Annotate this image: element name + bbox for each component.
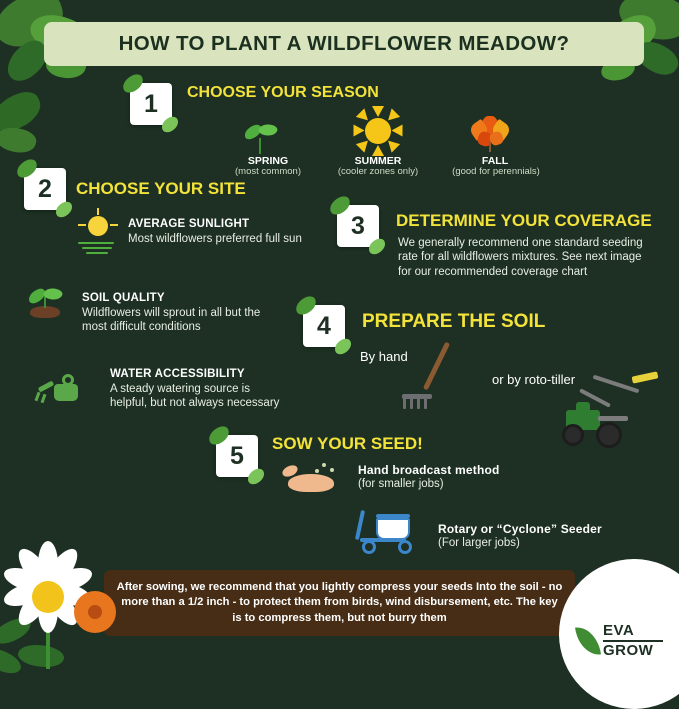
leaf-accent-icon bbox=[366, 237, 388, 257]
logo-text-line2: GROW bbox=[603, 642, 654, 659]
prepare-option-tiller-label: or by roto-tiller bbox=[492, 372, 576, 387]
season-sub-fall: (good for perennials) bbox=[452, 166, 540, 177]
logo-text-line1: EVA bbox=[603, 621, 635, 639]
site-body-soil: Wildflowers will sprout in all but the most difficult conditions bbox=[82, 307, 261, 334]
leaf-accent-icon bbox=[159, 115, 181, 135]
site-body-sunlight: Most wildflowers preferred full sun bbox=[128, 233, 302, 245]
footer-note-banner bbox=[104, 570, 575, 636]
season-sub-summer: (cooler zones only) bbox=[337, 166, 419, 177]
step-body-3: We generally recommend one standard seeding rate for all wildflowers mixtures. See next image for our recommended coverage chart bbox=[398, 237, 643, 278]
rake-icon bbox=[398, 340, 468, 412]
footer-note-text: After sowing, we recommend that you lightly compress your seeds Into the soil - no more than a 1/2 inch - to protect them from birds, wind disbursement, etc. The key is to compress them, but not burry them bbox=[116, 581, 563, 624]
step-badge-3 bbox=[337, 205, 379, 247]
seedling-icon bbox=[242, 120, 294, 154]
season-label-fall: FALL bbox=[481, 155, 509, 167]
daisy-decor-icon bbox=[0, 535, 148, 685]
spreader-icon bbox=[352, 508, 430, 560]
maple-leaf-icon bbox=[470, 112, 520, 154]
step-number-3: 3 bbox=[351, 211, 365, 240]
leaf-accent-icon bbox=[327, 194, 353, 218]
leaf-logo-icon bbox=[575, 625, 601, 658]
step-badge-5 bbox=[216, 435, 258, 477]
season-label-spring: SPRING bbox=[247, 155, 289, 167]
step-number-5: 5 bbox=[230, 441, 244, 470]
step-title-5: SOW YOUR SEED! bbox=[272, 434, 423, 453]
leaf-accent-icon bbox=[293, 294, 319, 318]
sow-sub-spreader: (For larger jobs) bbox=[438, 537, 520, 549]
step-badge-2 bbox=[24, 168, 66, 210]
leaf-accent-icon bbox=[14, 157, 40, 181]
prepare-option-hand-label: By hand bbox=[360, 349, 408, 364]
leaf-decor-icon bbox=[0, 123, 38, 157]
step-title-3: DETERMINE YOUR COVERAGE bbox=[396, 211, 652, 230]
page-title-bar bbox=[44, 22, 644, 66]
step-badge-4 bbox=[303, 305, 345, 347]
sprout-soil-icon bbox=[22, 282, 72, 322]
roto-tiller-icon bbox=[552, 372, 660, 452]
step-number-2: 2 bbox=[38, 174, 52, 203]
sow-sub-hand: (for smaller jobs) bbox=[358, 478, 444, 490]
brand-logo bbox=[577, 621, 663, 661]
step-number-4: 4 bbox=[317, 311, 331, 340]
leaf-accent-icon bbox=[53, 200, 75, 220]
step-title-2: CHOOSE YOUR SITE bbox=[76, 179, 246, 198]
site-heading-soil: SOIL QUALITY bbox=[82, 292, 165, 304]
season-sub-spring: (most common) bbox=[235, 166, 301, 177]
page-title: HOW TO PLANT A WILDFLOWER MEADOW? bbox=[118, 32, 570, 55]
sun-over-grass-icon bbox=[74, 214, 122, 254]
season-label-summer: SUMMER bbox=[354, 155, 402, 167]
site-heading-water: WATER ACCESSIBILITY bbox=[110, 368, 245, 380]
step-number-1: 1 bbox=[144, 89, 158, 118]
step-title-4: PREPARE THE SOIL bbox=[362, 311, 546, 332]
leaf-accent-icon bbox=[206, 424, 232, 448]
leaf-accent-icon bbox=[332, 337, 354, 357]
leaf-accent-icon bbox=[120, 72, 146, 96]
sow-heading-hand: Hand broadcast method bbox=[358, 463, 500, 477]
hand-icon bbox=[278, 460, 348, 496]
step-badge-1 bbox=[130, 83, 172, 125]
step-title-1: CHOOSE YOUR SEASON bbox=[187, 84, 379, 101]
leaf-accent-icon bbox=[245, 467, 267, 487]
sun-icon bbox=[355, 108, 401, 154]
site-heading-sunlight: AVERAGE SUNLIGHT bbox=[128, 218, 250, 230]
sow-heading-spreader: Rotary or “Cyclone” Seeder bbox=[438, 522, 602, 536]
watering-can-icon bbox=[36, 372, 96, 412]
site-body-water: A steady watering source is helpful, but not always necessary bbox=[110, 383, 280, 410]
